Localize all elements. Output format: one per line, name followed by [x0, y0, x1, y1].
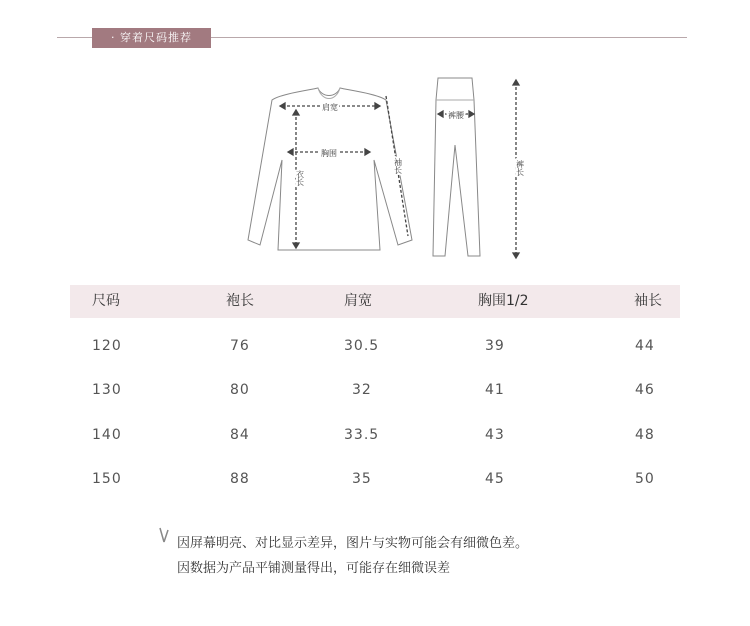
cell-shoulder: 35	[352, 471, 372, 487]
header-chest: 胸围1/2	[478, 293, 529, 309]
cell-sleeve: 46	[635, 382, 655, 398]
cell-robe-length: 84	[230, 427, 250, 443]
header-sleeve: 袖长	[634, 293, 662, 309]
label-chest: 胸围	[321, 149, 337, 158]
label-waist: 裤腰	[448, 111, 464, 120]
label-pants-length: 裤长	[515, 160, 525, 176]
quote-mark-icon	[158, 526, 172, 548]
cell-size: 140	[92, 427, 122, 443]
note-color-disclaimer: 因屏幕明亮、对比显示差异，图片与实物可能会有细微色差。	[177, 536, 529, 551]
cell-sleeve: 44	[635, 338, 655, 354]
label-sleeve: 袖长	[393, 158, 403, 174]
shirt-outline	[248, 88, 412, 250]
table-header	[70, 285, 680, 318]
section-title: · 穿着尺码推荐	[92, 28, 211, 48]
cell-chest: 43	[485, 427, 505, 443]
cell-size: 150	[92, 471, 122, 487]
table-row	[70, 380, 680, 400]
cell-chest: 39	[485, 338, 505, 354]
table-row	[70, 425, 680, 445]
cell-robe-length: 88	[230, 471, 250, 487]
header-robe-length: 袍长	[226, 293, 254, 309]
cell-sleeve: 50	[635, 471, 655, 487]
cell-size: 120	[92, 338, 122, 354]
header-size: 尺码	[92, 293, 120, 309]
cell-sleeve: 48	[635, 427, 655, 443]
table-row	[70, 469, 680, 489]
label-length: 衣长	[295, 170, 305, 186]
cell-shoulder: 30.5	[344, 338, 380, 354]
cell-size: 130	[92, 382, 122, 398]
cell-shoulder: 33.5	[344, 427, 380, 443]
size-diagram	[240, 70, 540, 270]
cell-shoulder: 32	[352, 382, 372, 398]
cell-robe-length: 76	[230, 338, 250, 354]
pants-outline	[433, 78, 480, 256]
header-shoulder: 肩宽	[344, 293, 372, 309]
cell-robe-length: 80	[230, 382, 250, 398]
table-row	[70, 336, 680, 356]
cell-chest: 45	[485, 471, 505, 487]
label-shoulder: 肩宽	[322, 103, 338, 112]
cell-chest: 41	[485, 382, 505, 398]
note-measure-disclaimer: 因数据为产品平铺测量得出，可能存在细微误差	[177, 561, 451, 576]
